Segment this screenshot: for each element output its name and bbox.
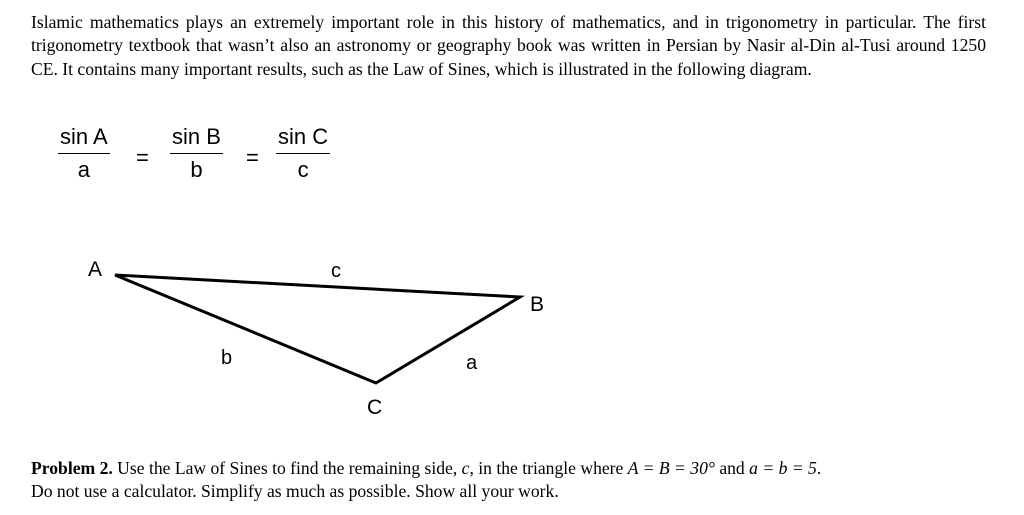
- triangle-shape: [115, 275, 520, 383]
- variable-c: c: [461, 458, 470, 478]
- fraction-numerator: sin A: [58, 124, 110, 154]
- fraction-denominator: c: [297, 157, 309, 182]
- problem-instructions: Do not use a calculator. Simplify as much as possible. Show all your work.: [31, 481, 559, 502]
- side-label-a: a: [466, 352, 478, 374]
- problem-text: .: [816, 458, 822, 478]
- vertex-label-b: B: [530, 293, 545, 316]
- side-label-b: b: [221, 347, 233, 369]
- fraction-numerator: sin C: [276, 124, 330, 154]
- problem-text: and: [714, 458, 750, 478]
- problem-text: Use the Law of Sines to find the remaining side,: [112, 458, 462, 478]
- fraction-denominator: a: [77, 157, 90, 182]
- fraction-denominator: b: [190, 157, 203, 182]
- vertex-label-c: C: [367, 396, 383, 419]
- side-condition: a = b = 5: [749, 458, 817, 478]
- problem-statement: [31, 457, 991, 504]
- problem-text: , in the triangle where: [469, 458, 628, 478]
- intro-paragraph: Islamic mathematics plays an extremely important role in this history of mathematics, and in trigonometry in particular. The first trigonometry textbook that wasn’t also an astronomy or geography book was written in Persian by Nasir al-Din al-Tusi around 1250 CE. It contains many important results, such as the Law of Sines, which is illustrated in the following diagram.: [31, 12, 986, 79]
- angle-condition: A = B = 30°: [627, 458, 715, 478]
- side-label-c: c: [331, 260, 341, 282]
- vertex-label-a: A: [88, 258, 103, 281]
- fraction-numerator: sin B: [170, 124, 223, 154]
- problem-title: Problem 2.: [31, 458, 113, 478]
- equals-sign: =: [246, 145, 259, 170]
- equals-sign: =: [136, 145, 149, 170]
